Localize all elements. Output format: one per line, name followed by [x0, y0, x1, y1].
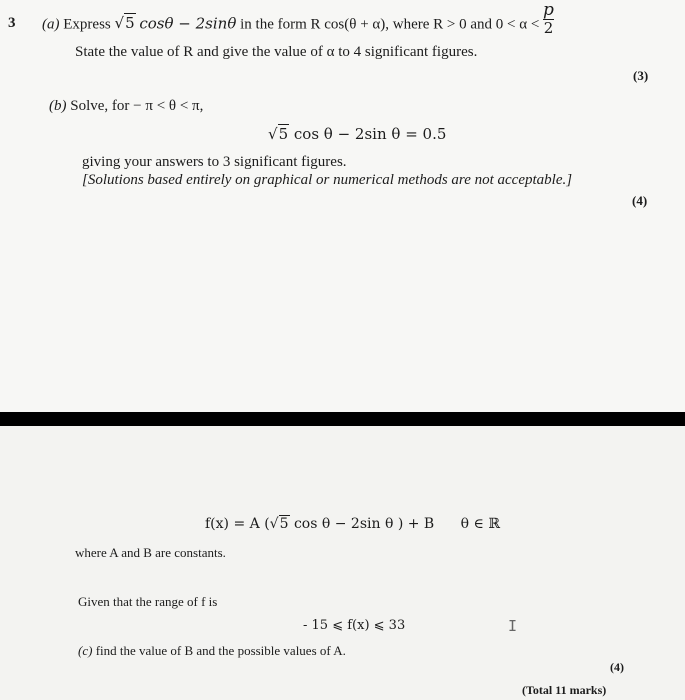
range-intro: Given that the range of f is [78, 594, 218, 609]
function-rest: cos θ − 2sin θ ) + B [293, 516, 435, 532]
text-cursor-icon: I [508, 617, 518, 635]
part-a-marks: (3) [633, 68, 649, 83]
range-inequality: - 15 ⩽ f(x) ⩽ 33 [303, 618, 406, 633]
page-divider [0, 412, 685, 426]
part-c-label: (c) [78, 643, 93, 658]
sqrt-five: √5 [114, 14, 135, 33]
fraction-p-over-2 [543, 2, 554, 36]
equation-sqrt-five: √5 [268, 125, 289, 143]
part-a-label: (a) [42, 16, 60, 33]
part-c-text: find the value of B and the possible values of A. [95, 643, 346, 658]
part-c-marks: (4) [610, 660, 624, 674]
function-domain: θ ∈ ℝ [460, 516, 500, 532]
part-b-line1 [49, 98, 203, 115]
function-sqrt-five: √5 [269, 516, 289, 532]
question-number: 3 [8, 15, 16, 31]
part-a-line1 [42, 0, 554, 37]
part-b-marks: (4) [632, 193, 648, 208]
part-b-equation [268, 125, 446, 143]
express-word: Express [63, 16, 111, 33]
total-marks: (Total 11 marks) [522, 683, 607, 697]
part-a-line2: State the value of R and give the value of α to 4 significant figures. [75, 44, 478, 60]
where-constants: where A and B are constants. [75, 545, 226, 560]
part-b-note: [Solutions based entirely on graphical or numerical methods are not acceptable.] [82, 172, 573, 188]
function-lhs: f(x) = A ( [205, 516, 270, 532]
function-definition [205, 516, 500, 532]
part-c-line [78, 643, 346, 659]
form-text: in the form R cos(θ + α), where R > 0 and 0 < α < [240, 16, 540, 33]
part-b-instruction: giving your answers to 3 significant figures. [82, 154, 347, 170]
fraction-numerator: p [543, 0, 554, 20]
equation-rest: cos θ − 2sin θ = 0.5 [293, 125, 447, 143]
expression-rest: cosθ − 2sinθ [139, 14, 237, 33]
fraction-denominator: 2 [543, 19, 554, 37]
part-b-intro: Solve, for − π < θ < π, [70, 98, 204, 114]
part-b-label: (b) [49, 98, 67, 114]
